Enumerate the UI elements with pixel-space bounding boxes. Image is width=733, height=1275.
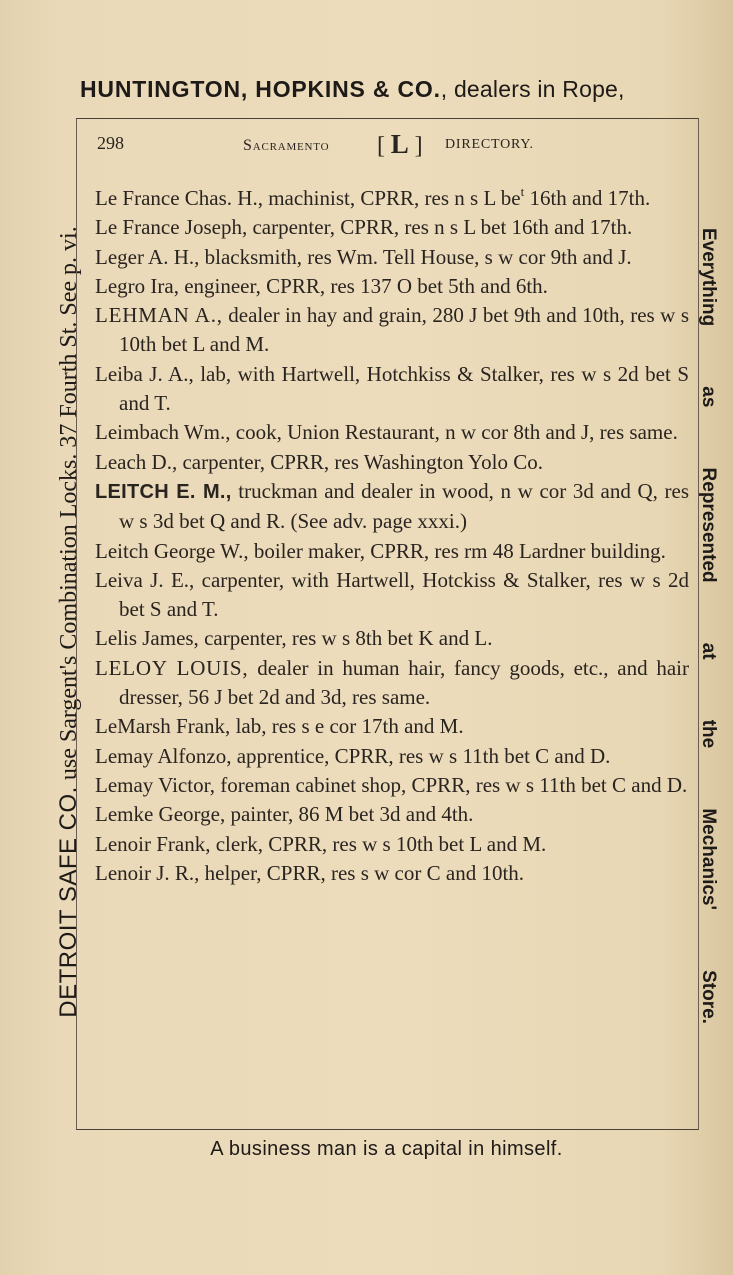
directory-entry bbox=[95, 624, 689, 653]
entry-details: carpenter, CPRR, res n s L bet 16th and 17th. bbox=[247, 215, 633, 240]
directory-entry bbox=[95, 654, 689, 713]
entry-details: dealer in hay and grain, 280 J bet 9th and 10th, res w s 10th bet L and M. bbox=[119, 303, 689, 357]
page-header bbox=[77, 129, 698, 165]
entry-name: Leach D., bbox=[95, 449, 178, 474]
page-number: 298 bbox=[97, 133, 124, 153]
bottom-advertisement: A business man is a capital in himself. bbox=[210, 1138, 563, 1160]
directory-entry bbox=[95, 243, 689, 272]
entry-details: lab, with Hartwell, Hotchkiss & Stalker, res w s 2d bet S and T. bbox=[119, 361, 689, 416]
top-advertisement bbox=[80, 76, 720, 103]
entry-name: Leger A. H., bbox=[95, 244, 200, 269]
section-letter: L bbox=[390, 129, 410, 159]
entry-name: Leitch George W., bbox=[95, 538, 249, 563]
top-ad-firm: HUNTINGTON, HOPKINS & CO. bbox=[80, 76, 441, 102]
right-ad-word: as bbox=[698, 386, 719, 408]
entry-details: clerk, CPRR, res w s 10th bet L and M. bbox=[210, 831, 547, 856]
entry-name: Le France Chas. H., bbox=[95, 186, 263, 210]
entry-details: carpenter, res w s 8th bet K and L. bbox=[198, 626, 493, 651]
entry-name: Lelis James, bbox=[95, 626, 199, 651]
entry-details: lab, res s e cor 17th and M. bbox=[230, 714, 464, 739]
directory-entry bbox=[95, 477, 689, 537]
entry-name: Lenoir J. R., bbox=[95, 860, 200, 885]
entry-details: carpenter, with Hartwell, Hotckiss & Stalker, res w s 2d bet S and T. bbox=[119, 567, 689, 622]
entry-details: helper, CPRR, res s w cor C and 10th. bbox=[199, 860, 525, 885]
entry-details: carpenter, CPRR, res Washington Yolo Co. bbox=[177, 449, 543, 474]
entry-name: LEITCH E. M., bbox=[95, 480, 232, 503]
entry-name: Le France Joseph, bbox=[95, 215, 248, 240]
entry-details: machinist, CPRR, res n s L be bbox=[262, 186, 521, 210]
header-city: Sacramento bbox=[243, 137, 330, 154]
entry-name: Lemay Victor, bbox=[95, 772, 215, 797]
entry-name: LELOY LOUIS, bbox=[95, 655, 249, 680]
directory-entry bbox=[95, 771, 689, 800]
directory-entries bbox=[95, 177, 689, 888]
entry-details: cook, Union Restaurant, n w cor 8th and J, res same. bbox=[230, 420, 678, 445]
directory-entry bbox=[95, 418, 689, 447]
entry-name: LeMarsh Frank, bbox=[95, 714, 231, 739]
entry-name: Lenoir Frank, bbox=[95, 831, 211, 856]
directory-page-frame bbox=[76, 118, 699, 1130]
entry-details-continued: 16th and 17th. bbox=[524, 186, 651, 210]
right-margin-advertisement bbox=[697, 228, 719, 1024]
left-ad-text: use Sargent's Combination Locks. 37 Fourth St. See p. vi. bbox=[56, 226, 82, 787]
directory-entry bbox=[95, 448, 689, 477]
directory-entry bbox=[95, 830, 689, 859]
header-directory-label: DIRECTORY. bbox=[445, 137, 534, 152]
right-ad-word: Store. bbox=[698, 970, 719, 1024]
directory-entry bbox=[95, 177, 689, 213]
directory-entry bbox=[95, 537, 689, 566]
entry-details: engineer, CPRR, res 137 O bet 5th and 6th. bbox=[178, 273, 548, 298]
entry-name: LEHMAN A., bbox=[95, 303, 223, 328]
directory-entry bbox=[95, 742, 689, 771]
top-ad-text: , dealers in Rope, bbox=[440, 76, 625, 102]
entry-details: boiler maker, CPRR, res rm 48 Lardner building. bbox=[248, 538, 666, 563]
directory-entry bbox=[95, 360, 689, 419]
entry-details: painter, 86 M bet 3d and 4th. bbox=[225, 802, 474, 827]
entry-name: Leimbach Wm., bbox=[95, 420, 231, 445]
entry-name: Legro Ira, bbox=[95, 273, 179, 298]
directory-entry bbox=[95, 566, 689, 625]
entry-name: Lemke George, bbox=[95, 802, 226, 827]
directory-entry bbox=[95, 301, 689, 360]
directory-entry bbox=[95, 800, 689, 829]
entry-details: blacksmith, res Wm. Tell House, s w cor 9th and J. bbox=[199, 244, 632, 269]
entry-details: dealer in human hair, fancy goods, etc., and hair dresser, 56 J bet 2d and 3d, res same. bbox=[119, 655, 690, 710]
right-ad-word: Represented bbox=[698, 467, 719, 583]
entry-name: Lemay Alfonzo, bbox=[95, 743, 232, 768]
entry-name: Leiba J. A., bbox=[95, 361, 194, 386]
close-bracket: ] bbox=[414, 133, 424, 159]
open-bracket: [ bbox=[377, 133, 386, 159]
entry-name: Leiva J. E., bbox=[95, 567, 195, 592]
entry-superscript: t bbox=[520, 184, 525, 199]
directory-entry bbox=[95, 859, 689, 888]
directory-entry bbox=[95, 712, 689, 741]
right-ad-word: at bbox=[698, 642, 719, 660]
right-ad-word: Everything bbox=[698, 228, 719, 327]
entry-details: apprentice, CPRR, res w s 11th bet C and D. bbox=[231, 743, 611, 768]
entry-details: truckman and dealer in wood, n w cor 3d and Q, res w s 3d bet Q and R. (See adv. page xxxi.) bbox=[119, 478, 689, 534]
header-section-letter bbox=[372, 129, 428, 160]
left-ad-firm: DETROIT SAFE CO. bbox=[55, 786, 82, 1018]
right-ad-word: Mechanics' bbox=[698, 808, 719, 910]
right-ad-word: the bbox=[698, 719, 719, 749]
directory-entry bbox=[95, 272, 689, 301]
entry-details: foreman cabinet shop, CPRR, res w s 11th bet C and D. bbox=[214, 772, 688, 797]
directory-entry bbox=[95, 213, 689, 242]
